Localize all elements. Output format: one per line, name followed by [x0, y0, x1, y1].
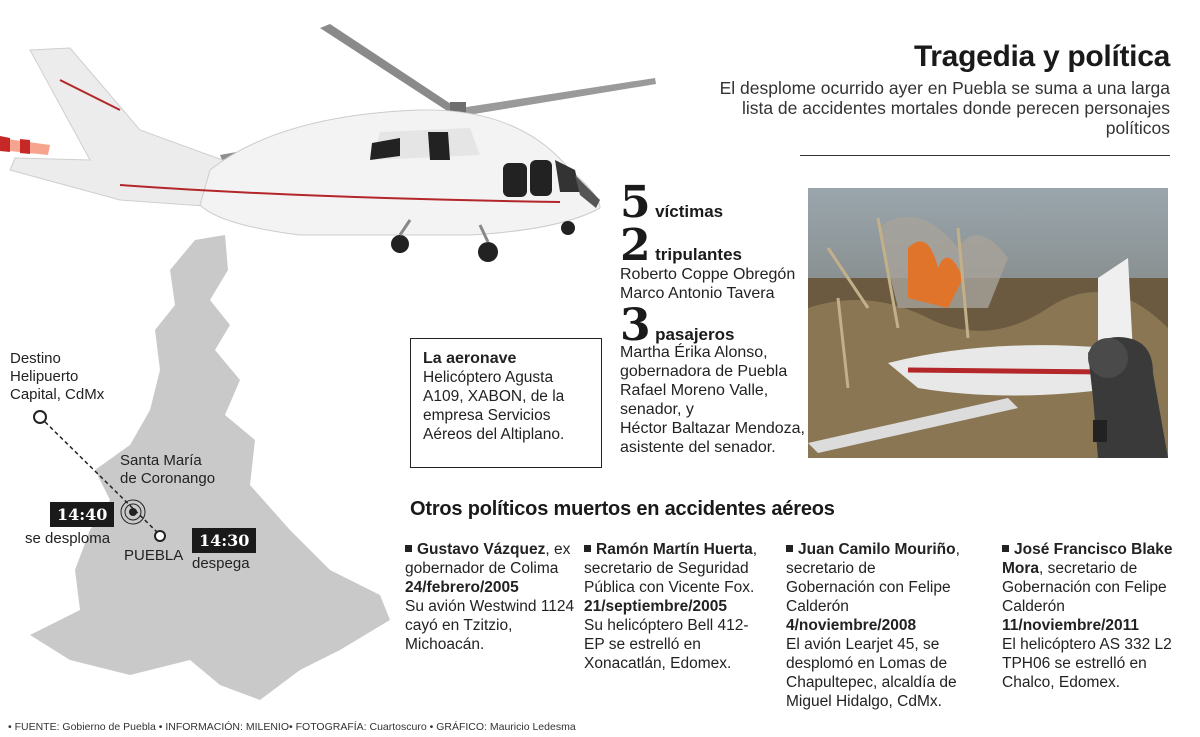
passenger-line: senador, y [620, 401, 694, 418]
accident-date: 21/septiembre/2005 [584, 598, 728, 615]
victims-stat [620, 177, 724, 228]
victims-label: víctimas [655, 202, 724, 221]
crew-number: 2 [620, 220, 651, 271]
accident-date: 11/noviembre/2011 [1002, 617, 1140, 634]
others-section-title: Otros políticos muertos en accidentes aéreos [410, 498, 835, 520]
politician-role: , secretario de Seguridad Pública con Vicente Fox. [584, 541, 758, 596]
crash-place-line: Santa María [120, 452, 202, 469]
depart-time-badge: 14:30 [192, 528, 256, 553]
politician-entry [786, 540, 966, 711]
passenger-line: gobernadora de Puebla [620, 363, 788, 380]
politician-entry [405, 540, 585, 654]
aircraft-heading: La aeronave [423, 350, 517, 367]
politician-role: , secretario de Gobernación con Felipe Calderón [1002, 560, 1167, 615]
crew-stat [620, 220, 742, 271]
title-divider [800, 155, 1170, 156]
passenger-line: asistente del senador. [620, 439, 776, 456]
politician-entry [1002, 540, 1187, 692]
crew-names [620, 265, 795, 303]
crash-place-line: de Coronango [120, 470, 216, 487]
crew-name: Marco Antonio Tavera [620, 285, 775, 302]
destination-line: Helipuerto [10, 368, 79, 385]
crew-name: Roberto Coppe Obregón [620, 266, 796, 283]
accident-desc: El helicóptero AS 332 L2 TPH06 se estrelló en Chalco, Edomex. [1002, 636, 1172, 691]
victims-number: 5 [620, 177, 651, 228]
depart-label: despega [192, 555, 250, 572]
passenger-line: Héctor Baltazar Mendoza, [620, 420, 805, 437]
crash-photo [808, 188, 1168, 458]
bullet-icon [786, 545, 793, 552]
passengers-number: 3 [620, 300, 651, 351]
origin-label: PUEBLA [124, 547, 184, 564]
aircraft-info-box [410, 338, 602, 468]
credits-footer: • FUENTE: Gobierno de Puebla • INFORMACIÓN: MILENIO• FOTOGRAFÍA: Cuartoscuro • GRÁFICO: Mauricio Ledesma [8, 721, 576, 733]
accident-date: 4/noviembre/2008 [786, 617, 917, 634]
politician-name: Juan Camilo Mouriño [798, 541, 956, 558]
page-title: Tragedia y política [913, 40, 1170, 73]
aircraft-line: empresa Servicios [423, 407, 551, 424]
bullet-icon [584, 545, 591, 552]
politician-name: Ramón Martín Huerta [596, 541, 753, 558]
accident-desc: Su avión Westwind 1124 cayó en Tzitzio, Michoacán. [405, 598, 575, 653]
politician-name: José Francisco Blake Mora [1002, 541, 1173, 577]
destination-line: Destino [10, 350, 61, 367]
aircraft-line: Aéreos del Altiplano. [423, 426, 565, 443]
politician-name: Gustavo Vázquez [417, 541, 546, 558]
crash-label: se desploma [25, 530, 111, 547]
politician-entry [584, 540, 764, 673]
aircraft-line: Helicóptero Agusta [423, 369, 554, 386]
accident-desc: Su helicóptero Bell 412-EP se estrelló en Xonacatlán, Edomex. [584, 617, 749, 672]
passenger-line: Martha Érika Alonso, [620, 344, 768, 361]
passenger-line: Rafael Moreno Valle, [620, 382, 769, 399]
crew-label: tripulantes [655, 245, 742, 264]
politician-role: , ex gobernador de Colima [405, 541, 571, 577]
passenger-names [620, 343, 805, 457]
destination-label [10, 350, 104, 404]
crash-time-badge: 14:40 [50, 502, 114, 527]
passengers-stat [620, 300, 735, 351]
bullet-icon [405, 545, 412, 552]
accident-date: 24/febrero/2005 [405, 579, 519, 596]
destination-line: Capital, CdMx [10, 386, 105, 403]
passengers-label: pasajeros [655, 325, 735, 344]
accident-desc: El avión Learjet 45, se desplomó en Lomas de Chapultepec, alcaldía de Miguel Hidalgo, CdMx. [786, 636, 957, 710]
bullet-icon [1002, 545, 1009, 552]
politician-role: , secretario de Gobernación con Felipe Calderón [786, 541, 960, 615]
aircraft-line: A109, XABON, de la [423, 388, 565, 405]
page-subtitle: El desplome ocurrido ayer en Puebla se suma a una larga lista de accidentes mortales donde perecen personajes políticos [719, 78, 1170, 138]
crash-place-label [120, 452, 215, 488]
